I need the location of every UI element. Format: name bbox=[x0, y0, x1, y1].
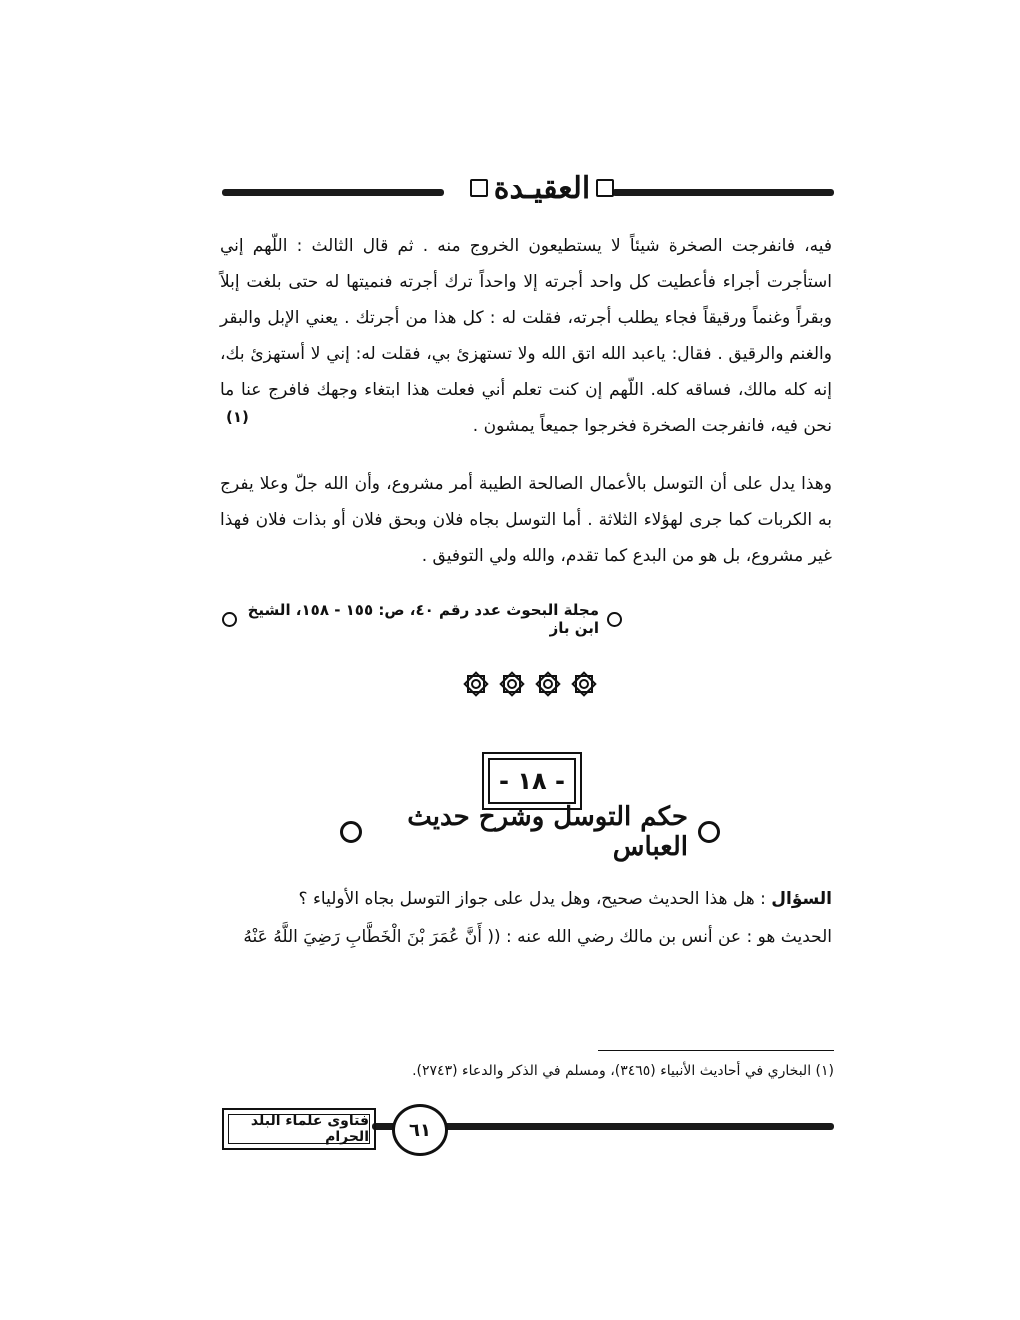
footer-book-badge bbox=[222, 1108, 376, 1150]
circle-bullet-icon bbox=[698, 821, 720, 843]
book-title: فتاوى علماء البلد الحرام bbox=[228, 1114, 370, 1144]
square-bullet-icon bbox=[596, 179, 614, 197]
hadith-line: الحديث هو : عن أنس بن مالك رضي الله عنه : (( أَنَّ عُمَرَ بْنَ الْخَطَّابِ رَضِيَ اللَّهُ عَنْهُ bbox=[243, 927, 832, 947]
header-rule-left bbox=[222, 189, 444, 196]
ornament-divider bbox=[460, 668, 600, 708]
footnote-separator bbox=[598, 1050, 834, 1051]
circle-bullet-icon bbox=[340, 821, 362, 843]
section-title: حكم التوسل وشرح حديث العباس bbox=[407, 802, 688, 862]
question-label: السؤال bbox=[771, 889, 832, 909]
ornament-star-icon bbox=[568, 668, 600, 700]
page-number: ٦١ bbox=[392, 1104, 448, 1156]
square-bullet-icon bbox=[470, 179, 488, 197]
circle-bullet-icon bbox=[222, 612, 237, 627]
header-rule-right bbox=[612, 189, 834, 196]
question-block bbox=[222, 880, 832, 956]
circle-bullet-icon bbox=[607, 612, 622, 627]
body-paragraph-1: فيه، فانفرجت الصخرة شيئاً لا يستطيعون الخروج منه . ثم قال الثالث : اللّهم إني استأجرت أجراء فأعطيت كل واحد أجرته إلا واحداً ترك أجرته فنميتها له حتى بلغت إبلاً وبقراً وغنماً ورقيقاً فجاء يطلب أجرته، فقلت له : كل هذا من أجرتك . يعني الإبل والبقر والغنم والرقيق . فقال: ياعبد الله اتق الله ولا تستهزئ بي، فقلت له: إني لا أستهزئ بك، إنه كله مالك، فساقه كله. اللّهم إن كنت تعلم أني فعلت هذا ابتغاء وجهك فافرج عنا ما نحن فيه، فانفرجت الصخرة فخرجوا جميعاً يمشون . bbox=[220, 236, 832, 436]
section-number: - ١٨ - bbox=[488, 758, 576, 804]
footnote: (١) البخاري في أحاديث الأنبياء (٣٤٦٥)، ومسلم في الذكر والدعاء (٢٧٤٣). bbox=[412, 1063, 834, 1079]
source-text: مجلة البحوث عدد رقم ٤٠، ص: ١٥٥ - ١٥٨، الشيخ ابن باز bbox=[247, 601, 599, 637]
question-line bbox=[222, 880, 832, 918]
section-heading bbox=[340, 802, 720, 862]
ornament-star-icon bbox=[460, 668, 492, 700]
header-title: العقيـدة bbox=[493, 170, 591, 206]
footnote-reference: (١) bbox=[226, 408, 249, 426]
ornament-star-icon bbox=[532, 668, 564, 700]
running-header bbox=[442, 168, 642, 208]
ornament-star-icon bbox=[496, 668, 528, 700]
source-citation bbox=[222, 601, 622, 637]
question-text: : هل هذا الحديث صحيح، وهل يدل على جواز التوسل بجاه الأولياء ؟ bbox=[298, 889, 766, 909]
body-paragraph-2: وهذا يدل على أن التوسل بالأعمال الصالحة الطيبة أمر مشروع، وأن الله جلّ وعلا يفرج به الكربات كما جرى لهؤلاء الثلاثة . أما التوسل بجاه فلان وبحق فلان أو بذات فلان فهذا غير مشروع، بل هو من البدع كما تقدم، والله ولي التوفيق . bbox=[220, 474, 832, 566]
